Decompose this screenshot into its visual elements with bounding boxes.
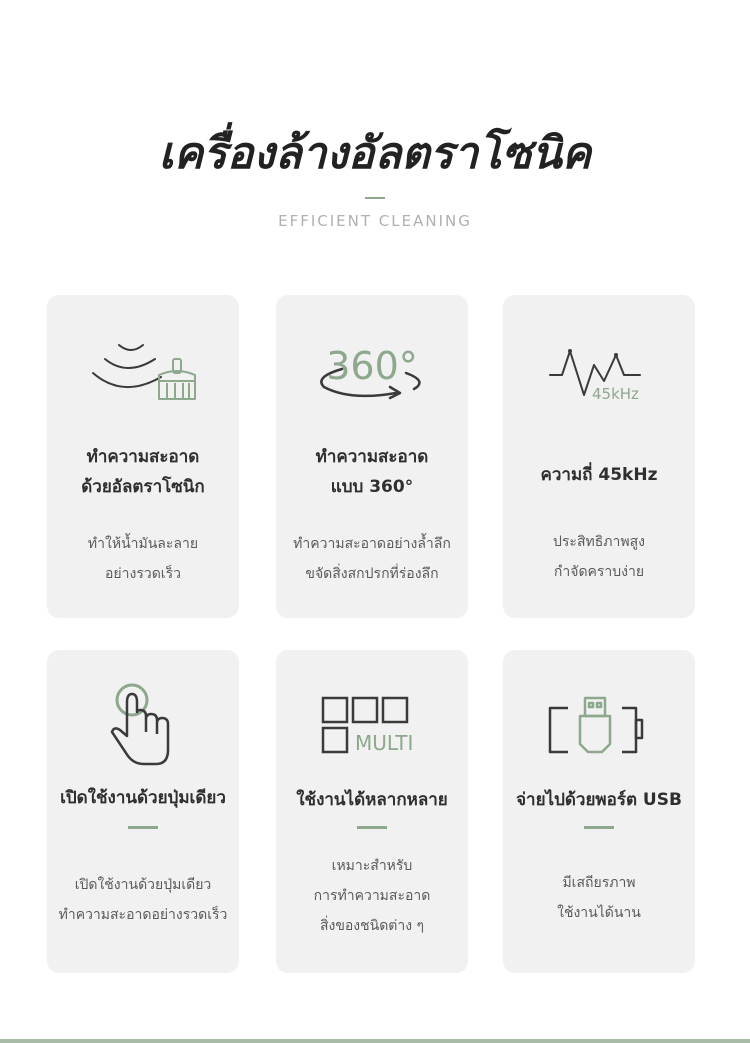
feature-card-ultrasonic (47, 295, 239, 618)
card-desc-line-2: กำจัดคราบง่าย (553, 564, 645, 580)
card-title-line-1: ใช้งานได้หลากหลาย (296, 790, 448, 810)
feature-card-usb (503, 650, 695, 973)
card-desc-line-2: ขจัดสิ่งสกปรกที่ร่องลึก (305, 566, 439, 582)
feature-card-frequency (503, 295, 695, 618)
ultrasonic-brush-icon (47, 335, 239, 405)
title-divider (365, 197, 385, 199)
card-divider (584, 826, 614, 829)
rotate-360-icon (276, 339, 468, 405)
feature-card-multi (276, 650, 468, 973)
card-desc-line-2: การทำความสะอาด (313, 888, 431, 904)
card-desc-line-1: เปิดใช้งานด้วยปุ่มเดียว (74, 877, 212, 893)
card-desc-line-2: ใช้งานได้นาน (557, 905, 641, 921)
multi-grid-icon (276, 694, 468, 756)
card-divider (128, 826, 158, 829)
card-desc-line-1: มีเสถียรภาพ (562, 875, 636, 891)
card-title-line-2: แบบ 360° (330, 477, 414, 497)
card-divider (357, 826, 387, 829)
feature-card-one-touch (47, 650, 239, 973)
page-title: เครื่องล้างอัลตราโซนิค (158, 128, 592, 179)
card-title-line-1: เปิดใช้งานด้วยปุ่มเดียว (60, 788, 226, 808)
page-subtitle: EFFICIENT CLEANING (278, 212, 472, 230)
card-desc-line-2: ทำความสะอาดอย่างรวดเร็ว (58, 907, 228, 923)
bottom-divider (0, 1039, 750, 1043)
card-desc-line-1: ประสิทธิภาพสูง (553, 534, 645, 550)
one-touch-button-icon (47, 680, 239, 772)
card-title-line-2: ด้วยอัลตราโซนิก (81, 477, 205, 497)
frequency-wave-icon-label: 45kHz (592, 385, 639, 403)
card-title-line-1: จ่ายไปด้วยพอร์ต USB (516, 790, 682, 810)
card-desc-line-2: อย่างรวดเร็ว (105, 566, 181, 582)
feature-card-360 (276, 295, 468, 618)
rotate-360-icon-label: 360° (326, 344, 418, 388)
multi-grid-icon-label: MULTI (355, 731, 414, 755)
card-desc-line-1: ทำให้น้ำมันละลาย (87, 536, 199, 552)
card-desc-line-1: เหมาะสำหรับ (331, 858, 413, 874)
card-title-line-1: ความถี่ 45kHz (540, 465, 658, 485)
frequency-wave-icon (503, 343, 695, 405)
card-title-line-1: ทำความสะอาด (86, 447, 200, 467)
card-title-line-1: ทำความสะอาด (315, 447, 429, 467)
usb-power-icon (503, 694, 695, 758)
card-desc-line-1: ทำความสะอาดอย่างล้ำลึก (293, 536, 451, 552)
card-desc-line-3: สิ่งของชนิดต่าง ๆ (319, 918, 425, 934)
